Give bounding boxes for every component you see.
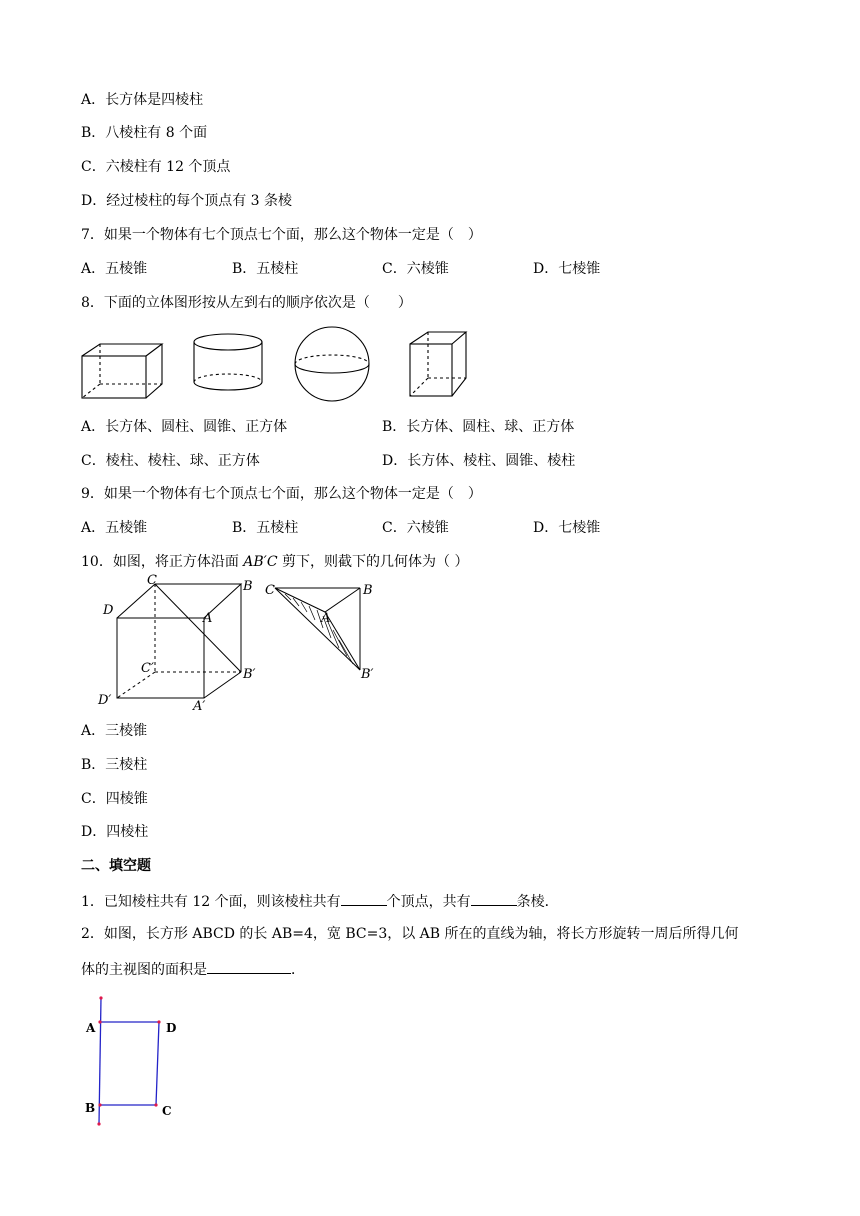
answer-blank[interactable]	[341, 891, 387, 906]
fill1-text-2: 个顶点，共有	[386, 894, 471, 910]
q10-option-d: D．四棱柱	[81, 824, 149, 840]
label-d: D	[103, 603, 114, 618]
q10-stem	[81, 553, 468, 571]
q6-option-c: C．六棱柱有 12 个顶点	[81, 159, 231, 175]
fill1-text-3: 条棱．	[516, 894, 559, 910]
q9-option-c: C．六棱锥	[382, 520, 449, 536]
cylinder-shape	[194, 334, 262, 390]
rect-label-c: C	[162, 1104, 172, 1118]
q10-option-a: A．三棱锥	[81, 723, 148, 739]
q8-option-d: D．长方体、棱柱、圆锥、棱柱	[382, 453, 576, 469]
q10-stem-face: AB′C	[243, 554, 278, 570]
label-b-cut: B	[363, 583, 373, 598]
answer-blank[interactable]	[207, 959, 291, 974]
q8-option-c: C．棱柱、棱柱、球、正方体	[81, 453, 260, 469]
q8-stem: 8．下面的立体图形按从左到右的顺序依次是（ ）	[81, 295, 412, 311]
answer-blank[interactable]	[471, 891, 517, 906]
q10-option-b: B．三棱柱	[81, 757, 148, 773]
section-heading: 二、填空题	[81, 858, 151, 874]
q7-stem: 7．如果一个物体有七个顶点七个面，那么这个物体一定是（ ）	[81, 227, 482, 243]
label-a-prime: A′	[193, 699, 206, 714]
fill2-line-2	[81, 959, 305, 979]
sphere-shape	[295, 327, 369, 401]
label-d-prime: D′	[98, 693, 112, 708]
label-c-cut: C	[265, 583, 275, 598]
label-b-prime-cut: B′	[361, 667, 374, 682]
fill2-text: 体的主视图的面积是	[81, 962, 207, 978]
label-a: A	[203, 611, 213, 626]
fill1-text-1: 1．已知棱柱共有 12 个面，则该棱柱共有	[81, 894, 341, 910]
fill2-line-1: 2．如图，长方形 ABCD 的长 AB=4，宽 BC=3，以 AB 所在的直线为轴，将长方形旋转一周后所得几何	[81, 926, 739, 942]
cube-cut-figure	[117, 584, 241, 698]
rect-label-d: D	[166, 1021, 177, 1035]
q8-option-a: A．长方体、圆柱、圆锥、正方体	[81, 419, 288, 435]
q8-option-b: B．长方体、圆柱、球、正方体	[382, 419, 575, 435]
q9-option-b: B．五棱柱	[232, 520, 299, 536]
q7-option-a: A．五棱锥	[81, 261, 148, 277]
cube-shape	[410, 332, 466, 396]
rectangle-figure	[78, 994, 198, 1130]
label-b-prime: B′	[243, 667, 256, 682]
cuboid-shape	[82, 344, 162, 398]
q10-stem-suffix: 剪下，则截下的几何体为（ ）	[277, 554, 469, 570]
q9-option-d: D．七棱锥	[533, 520, 601, 536]
fill-question-1	[81, 891, 559, 911]
q7-option-c: C．六棱锥	[382, 261, 449, 277]
q9-stem: 9．如果一个物体有七个顶点七个面，那么这个物体一定是（ ）	[81, 486, 482, 502]
cut-pyramid-figure	[275, 588, 360, 670]
q10-stem-prefix: 10．如图，将正方体沿面	[81, 554, 244, 570]
q8-figure	[78, 326, 478, 406]
q6-option-a: A．长方体是四棱柱	[81, 92, 204, 108]
q6-option-d: D．经过棱柱的每个顶点有 3 条棱	[81, 193, 293, 209]
q9-option-a: A．五棱锥	[81, 520, 148, 536]
q7-option-b: B．五棱柱	[232, 261, 299, 277]
label-a-cut: A	[321, 611, 331, 626]
q10-option-c: C．四棱锥	[81, 791, 148, 807]
rect-label-b: B	[85, 1101, 96, 1115]
rect-label-a: A	[86, 1021, 96, 1035]
label-b: B	[243, 579, 253, 594]
q7-option-d: D．七棱锥	[533, 261, 601, 277]
q6-option-b: B．八棱柱有 8 个面	[81, 125, 208, 141]
label-c: C	[147, 574, 157, 588]
label-c-prime: C′	[141, 661, 154, 676]
fill2-end: ．	[291, 962, 305, 978]
q10-figure	[95, 574, 385, 714]
